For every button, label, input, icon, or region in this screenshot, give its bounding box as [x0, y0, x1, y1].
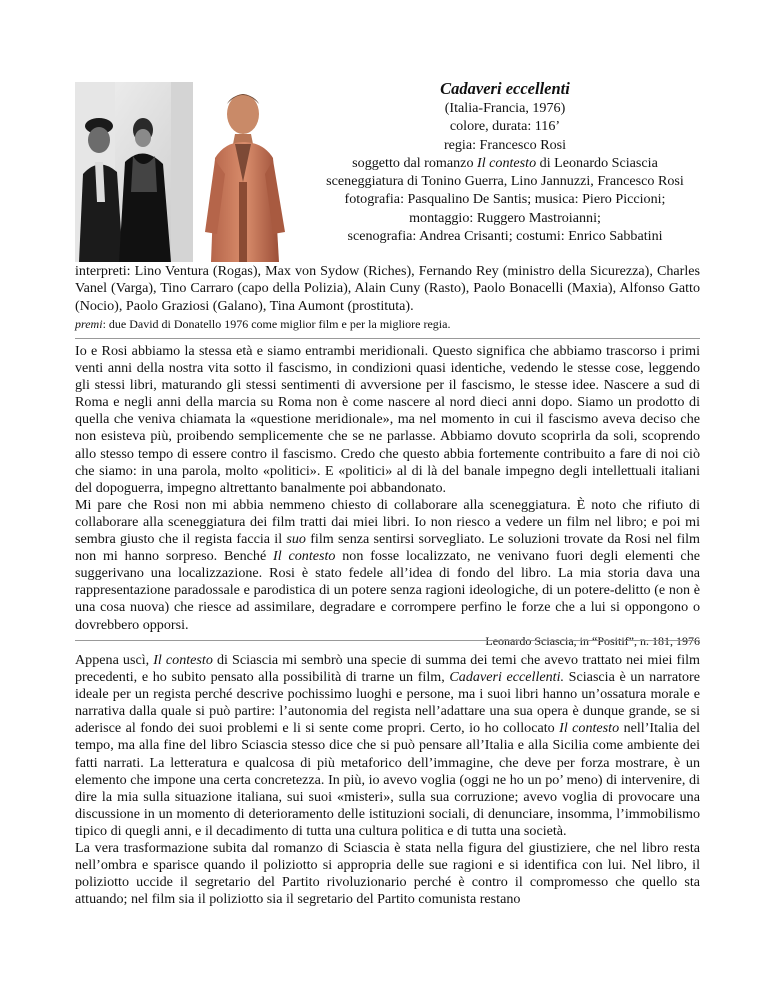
film-editing: montaggio: Ruggero Mastroianni;	[409, 209, 601, 226]
text-run: di Sciascia mi sembrò una specie di summa dei temi che avevo trattato nei miei film precedenti, e ho subito pensato alla possibilità di trarne un film,	[75, 652, 700, 686]
text-run: film senza sentirsi sorvegliato. Le soluzioni trovate da Rosi nel film non mi hanno sorpreso. Benché	[75, 531, 700, 565]
film-set-costume: scenografia: Andrea Crisanti; costumi: Enrico Sabbatini	[347, 228, 663, 245]
soggetto-book-title: Il contesto	[477, 154, 537, 171]
film-still-image	[75, 82, 305, 262]
emphasis-suo: suo	[286, 531, 306, 548]
film-credits	[310, 79, 700, 245]
film-title-inline: Cadaveri eccellenti.	[449, 669, 565, 686]
film-format: colore, durata: 116’	[449, 118, 561, 135]
film-origin: (Italia-Francia, 1976)	[444, 100, 566, 116]
soggetto-author: di Leonardo Sciascia	[536, 154, 658, 171]
text-run: nell’Italia del tempo, ma alla fine del libro Sciascia stesso dice che si può pensare all’Italia e alla Sicilia come ambiente dei fatti narrati. La letteratura e qualcosa di più metaforico dell’immagine, che deve per forza mostrare, è un elemento che impone una certa concretezza. In più, io avevo voglia (oggi ne ho un po’ meno) di intervenire, di dire la mia sulla situazione italiana, sui suoi «misteri», sulla sua corruzione; avevo voglia di provocare una discussione in un momento di deterioramento delle istituzioni sociali, di denunciare, insomma, l’immobilismo tipico di quegli anni, e il decadimento di tutta una cultura politica e di tutta una società.	[75, 720, 700, 839]
text-run: non fosse localizzato, ne venivano fuori degli elementi che suggerivano una localizzazione. Rosi è stato fedele all’idea di fondo del libro. La mia storia dava una rappresentazione paradossale e parodistica di un potere senza ragioni ideologiche, di un potere-delitto (e non è una cosa nuova) che riesce ad assimilare, degradare e corrompere perfino le forze che a lui si oppongono o dovrebbero opporsi.	[75, 548, 700, 633]
awards	[75, 317, 700, 331]
film-source-novel	[310, 154, 700, 172]
book-title: Il contesto	[153, 652, 213, 668]
awards-label: premi	[75, 317, 103, 331]
rosi-paragraph-2: La vera trasformazione subita dal romanzo di Sciascia è stata nella figura del giustiziere, che nel libro resta nell’ombra e sparisce quando il poliziotto si appropria delle sue ragioni e si identifica con lui. Nel libro, il poliziotto uccide il segretario del Partito rivoluzionario perché è contro il compromesso che quello sta attuando; nel film sia il poliziotto sia il segretario del Partito comunista restano	[75, 840, 700, 908]
soggetto-prefix: soggetto dal romanzo	[352, 154, 478, 171]
divider	[75, 640, 700, 641]
sciascia-paragraph-1: Io e Rosi abbiamo la stessa età e siamo entrambi meridionali. Questo significa che abbiamo trascorso i primi venti anni della nostra vita sotto il fascismo, in condizioni quasi identiche, vedendo le stesse cose, leggendo gli stessi libri, maturando gli stessi sentimenti di avversione per il fascismo, le stesse idee. Nascere a sud di Roma e negli anni della marcia su Roma non è come nascere al nord dieci anni dopo. Siamo un prodotto di quella che veniva chiamata la «questione meridionale», ma nel momento in cui il fascismo aveva deciso che non esisteva più, proibendo semplicemente che se ne parlasse. Abbiamo dovuto scoprirla da soli, scoprendo allo stesso tempo di essere contro il fascismo. Credo che questo abbia fortemente contribuito a fare di noi ciò che siamo: in una parola, molto «politici». E «politici» al di là del banale impegno degli intellettuali italiani del dopoguerra, impegno altrettanto banalmente poi abbandonato.	[75, 343, 700, 496]
film-photography-music: fotografia: Pasqualino De Santis; musica: Piero Piccioni;	[344, 191, 666, 208]
sciascia-paragraph-2	[75, 497, 700, 634]
text-run: Appena uscì,	[75, 652, 154, 668]
book-title: Il contesto	[273, 548, 336, 565]
cast-list: interpreti: Lino Ventura (Rogas), Max von Sydow (Riches), Fernando Rey (ministro della Sicurezza), Charles Vanel (Varga), Tino Carraro (capo della Polizia), Alain Cuny (Rasto), Paolo Bonacelli (Maxia), Alfonso Gatto (Nocio), Paolo Graziosi (Galano), Tina Aumont (prostituta).	[75, 263, 700, 314]
rosi-quote	[75, 652, 700, 908]
film-screenplay: sceneggiatura di Tonino Guerra, Lino Jannuzzi, Francesco Rosi	[326, 173, 684, 190]
book-title: Il contesto	[559, 720, 620, 737]
sciascia-quote	[75, 343, 700, 649]
sciascia-source: Leonardo Sciascia, in “Positif”, n. 181, 1976	[485, 633, 700, 648]
rosi-paragraph-1	[75, 652, 700, 840]
text-run: Mi pare che Rosi non mi abbia nemmeno chiesto di collaborare alla sceneggiatura. È noto che rifiuto di collaborare alla sceneggiatura dei film tratti dai miei libri. Io non riesco a vedere un film nel libro; e poi mi sembra giusto che il regista faccia il	[75, 496, 700, 548]
text-run: Sciascia è un narratore ideale per un regista perché descrive pochissimo luoghi e persone, ma i suoi libri hanno un’ossatura morale e narrativa dalla quale si può partire: l’autonomia del regista nell’adattare una sua opera è dunque grande, se si aderisce al fondo dei suoi problemi e li si sente come propri. Certo, io ho collocato	[75, 669, 700, 737]
film-title: Cadaveri eccellenti	[440, 79, 570, 98]
awards-text: : due David di Donatello 1976 come miglior film e per la migliore regia.	[102, 317, 451, 331]
divider	[75, 338, 700, 339]
film-still-illustration	[75, 82, 305, 262]
film-director: regia: Francesco Rosi	[443, 136, 567, 153]
